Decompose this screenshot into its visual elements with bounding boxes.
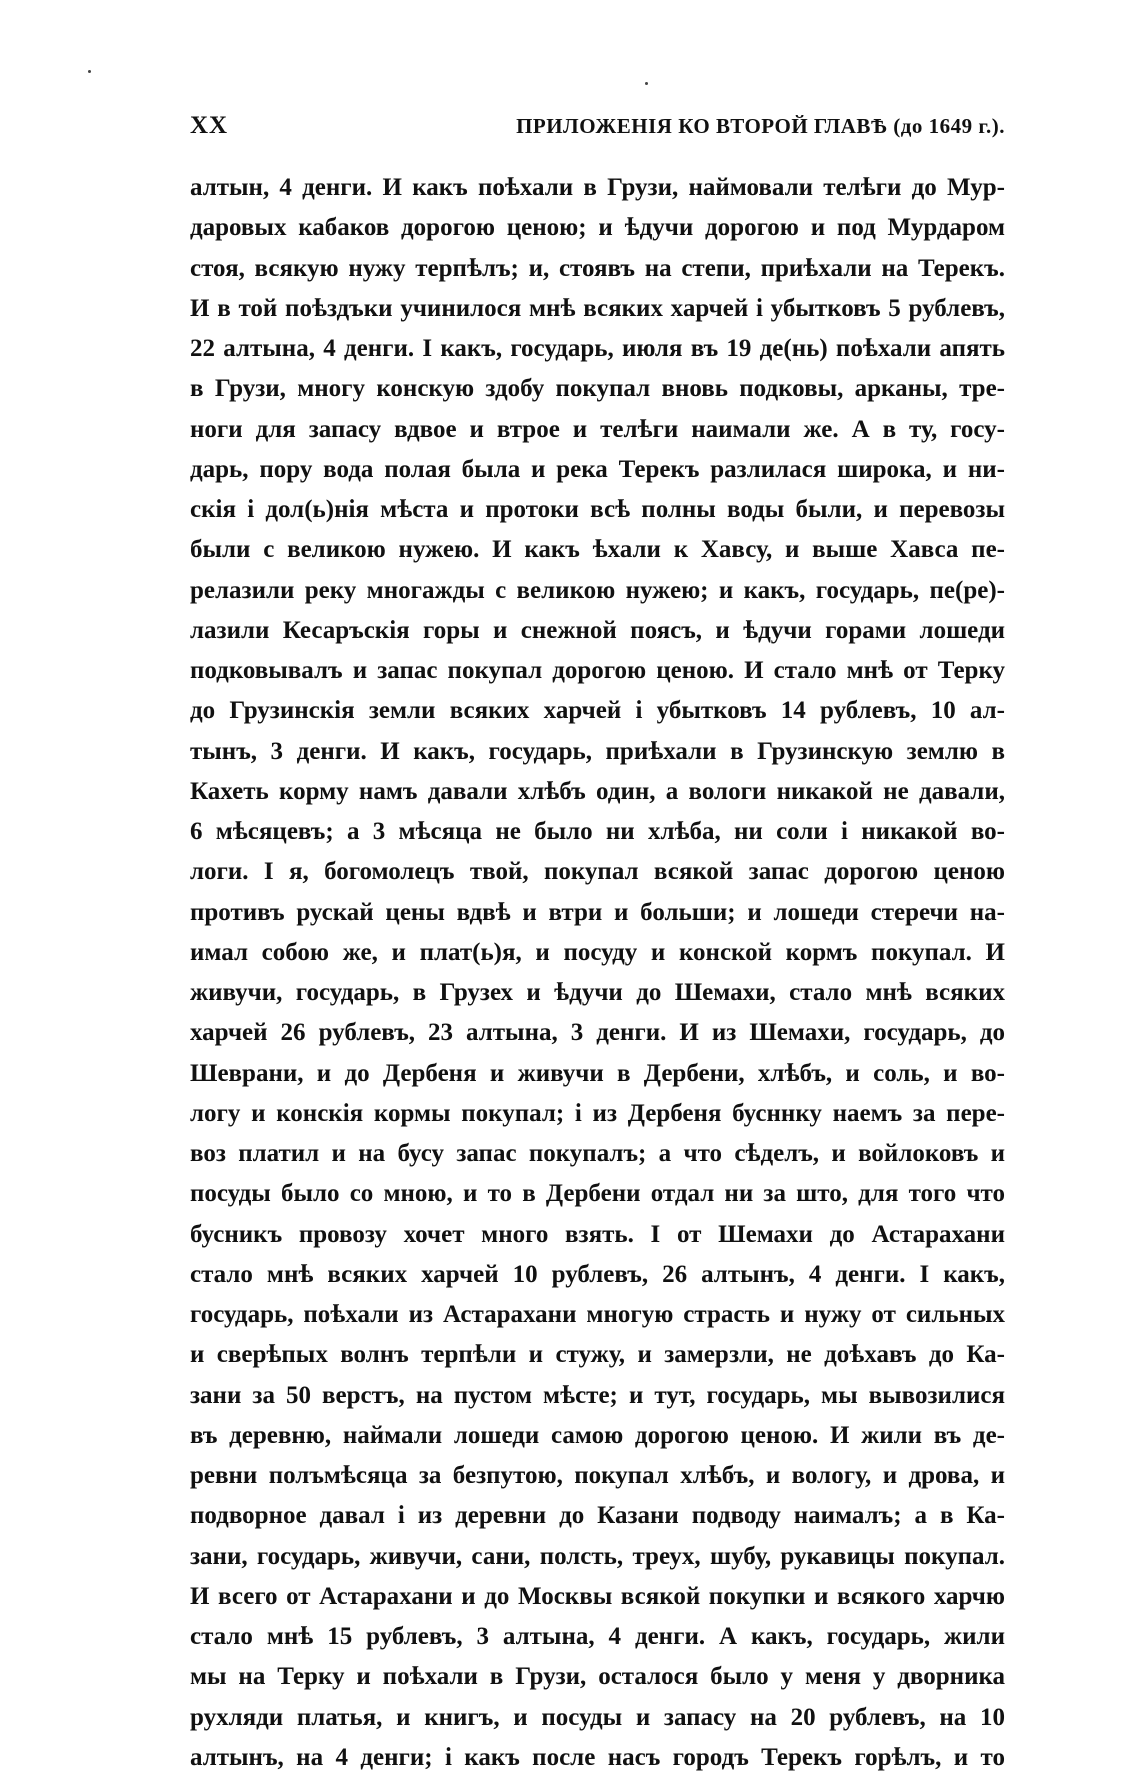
text-line: алтын, 4 денги. И какъ поѣхали в Грузи, наймовали телѣги до Мур- [190, 174, 1005, 201]
text-line: государь, поѣхали из Астарахани многую страсть и нужу от сильных [190, 1301, 1005, 1328]
text-line: дарь, пору вода полая была и река Терекъ разлилася широка, и ни- [190, 455, 1005, 483]
text-line: живучи, государь, в Грузех и ѣдучи до Шемахи, стало мнѣ всяких [190, 979, 1005, 1006]
print-speck [645, 82, 648, 85]
body-text [190, 168, 1005, 1778]
text-line: ревни полъмѣсяца за безпутою, покупал хлѣбъ, и вологу, и дрова, и [190, 1462, 1005, 1489]
text-line: Кахеть корму намъ давали хлѣбъ один, а вологи никакой не давали, [190, 777, 1005, 805]
text-line: Шеврани, и до Дербеня и живучи в Дербени, хлѣбъ, и соль, и во- [190, 1059, 1005, 1087]
text-line: подворное давал і из деревни до Казани подводу наималъ; а в Ка- [190, 1502, 1005, 1530]
text-line: логи. І я, богомолецъ твой, покупал всякой запас дорогою ценою [190, 858, 1005, 886]
text-line: стало мнѣ всяких харчей 10 рублевъ, 26 алтынъ, 4 денги. І какъ, [190, 1260, 1005, 1288]
text-line: въ деревню, наймали лошеди самою дорогою ценою. И жили въ де- [190, 1421, 1005, 1449]
text-line: до Грузинскія земли всяких харчей і убытковъ 14 рублевъ, 10 ал- [190, 697, 1005, 725]
text-line: 22 алтына, 4 денги. І какъ, государь, июля въ 19 де(нь) поѣхали апять [190, 335, 1005, 362]
text-line: 6 мѣсяцевъ; а 3 мѣсяца не было ни хлѣба, ни соли і никакой во- [190, 818, 1005, 845]
text-line: имал собою же, и плат(ь)я, и посуду и конской кормъ покупал. И [190, 938, 1005, 966]
text-line: были с великою нужею. И какъ ѣхали к Хавсу, и выше Хавса пе- [190, 536, 1005, 564]
text-line: даровых кабаков дорогою ценою; и ѣдучи дорогою и под Мурдаром [190, 214, 1005, 242]
page-header [190, 112, 1005, 148]
text-line: И в той поѣздъки учинилося мнѣ всяких харчей і убытковъ 5 рублевъ, [190, 294, 1005, 322]
running-head: ПРИЛОЖЕНІЯ КО ВТОРОЙ ГЛАВѢ (до 1649 г.). [516, 114, 1005, 138]
text-line: алтынъ, на 4 денги; і какъ после насъ городъ Терекъ горѣлъ, и то [190, 1743, 1005, 1771]
text-line: воз платил и на бусу запас покупалъ; а что сѣделъ, и войлоковъ и [190, 1140, 1005, 1167]
text-line: рухляди платья, и книгъ, и посуды и запасу на 20 рублевъ, на 10 [190, 1703, 1005, 1731]
text-line: тынъ, 3 денги. И какъ, государь, приѣхали в Грузинскую землю в [190, 737, 1005, 765]
text-line: зани за 50 верстъ, на пустом мѣсте; и тут, государь, мы вывозилися [190, 1381, 1005, 1409]
text-line: логу и конскія кормы покупал; і из Дербеня бусннку наемъ за пере- [190, 1099, 1005, 1127]
text-line: ноги для запасу вдвое и втрое и телѣги наимали же. А в ту, госу- [190, 415, 1005, 443]
text-line: в Грузи, многу конскую здобу покупал вновь подковы, арканы, тре- [190, 375, 1005, 403]
text-line: стало мнѣ 15 рублевъ, 3 алтына, 4 денги. А какъ, государь, жили [190, 1623, 1005, 1650]
text-line: релазили реку многажды с великою нужею; и какъ, государь, пе(ре)- [190, 576, 1005, 604]
text-line: лазили Кесаръскія горы и снежной поясъ, и ѣдучи горами лошеди [190, 616, 1005, 644]
text-line: мы на Терку и поѣхали в Грузи, осталося было у меня у дворника [190, 1663, 1005, 1691]
text-line: харчей 26 рублевъ, 23 алтына, 3 денги. И из Шемахи, государь, до [190, 1019, 1005, 1047]
text-line: подковывалъ и запас покупал дорогою ценою. И стало мнѣ от Терку [190, 657, 1005, 684]
print-speck [88, 70, 91, 73]
text-line: посуды было со мною, и то в Дербени отдал ни за што, для того что [190, 1180, 1005, 1208]
text-line: бусникъ провозу хочет много взять. І от Шемахи до Астарахани [190, 1220, 1005, 1248]
text-line: зани, государь, живучи, сани, полсть, треух, шубу, рукавицы покупал. [190, 1542, 1005, 1570]
text-line: противъ рускай цены вдвѣ и втри и больши; и лошеди стеречи на- [190, 898, 1005, 926]
text-line: стоя, всякую нужу терпѣлъ; и, стоявъ на степи, приѣхали на Терекъ. [190, 254, 1005, 282]
text-line: скія і дол(ь)нія мѣста и протоки всѣ полны воды были, и перевозы [190, 496, 1005, 523]
text-line: И всего от Астарахани и до Москвы всякой покупки и всякого харчю [190, 1582, 1005, 1610]
page-number: XX [190, 112, 229, 139]
text-line: и сверѣпых волнъ терпѣли и стужу, и замерзли, не доѣхавъ до Ка- [190, 1341, 1005, 1369]
